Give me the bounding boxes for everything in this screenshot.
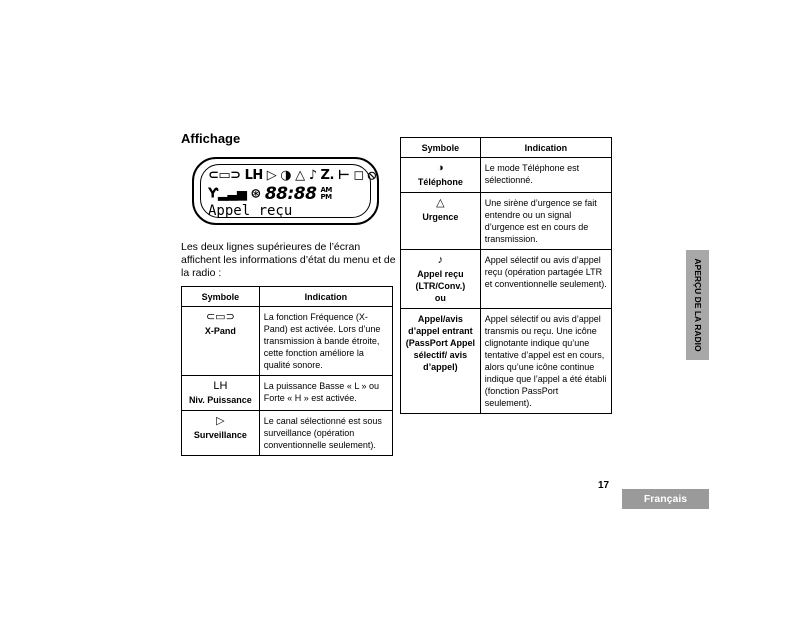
lcd-signal-battery-icons: Ƴ▂▃▅ ⊛ — [208, 186, 261, 202]
table-header-row — [401, 138, 612, 158]
table-row — [401, 250, 612, 309]
table-header-row — [182, 287, 393, 307]
table-row — [401, 158, 612, 193]
table-row — [401, 309, 612, 414]
header-indication: Indication — [480, 138, 611, 158]
chapter-side-tab — [686, 250, 709, 360]
chapter-side-tab-label: APERÇU DE LA RADIO — [692, 258, 703, 352]
power-level-icon: LH — [213, 380, 228, 392]
symbol-table-right — [400, 137, 612, 414]
symbol-cell — [401, 158, 481, 193]
xpand-icon: ⊂▭⊃ — [205, 311, 235, 323]
indication-cell: La fonction Fréquence (X-Pand) est activée. Lors d’une transmission à bande étroite, cette fonction améliore la qualité sonore. — [259, 307, 392, 376]
lcd-pm: PM — [320, 193, 332, 201]
symbol-cell — [401, 193, 481, 250]
lcd-clock: 88:88 — [264, 184, 317, 204]
symbol-table-left — [181, 286, 393, 456]
intro-paragraph: Les deux lignes supérieures de l’écran affichent les informations d’état du menu et de la radio : — [181, 241, 396, 279]
symbol-label: Appel reçu (LTR/Conv.) — [415, 269, 466, 291]
symbol-label-or: ou — [434, 293, 446, 303]
indication-cell: Le mode Téléphone est sélectionné. — [480, 158, 611, 193]
table-row — [401, 193, 612, 250]
header-indication: Indication — [259, 287, 392, 307]
monitor-speaker-icon: ▷ — [216, 415, 225, 427]
symbol-label: Niv. Puissance — [188, 395, 252, 405]
section-heading: Affichage — [181, 131, 241, 146]
lcd-status-icons-row1: ⊂▭⊃ LH ▷ ◑ △ ♪ Z. ⊢ ◻ ⦸ — [208, 168, 376, 183]
table-row — [182, 376, 393, 411]
lcd-text-line: Appel reçu — [208, 203, 293, 219]
symbol-label: Appel/avis d’appel entrant (PassPort Appel sélectif/ avis d’appel) — [405, 314, 475, 372]
indication-cell: Une sirène d’urgence se fait entendre ou un signal d’urgence est en cours de transmission. — [480, 193, 611, 250]
table-row — [182, 411, 393, 456]
page-number: 17 — [598, 480, 610, 491]
indication-cell: Appel sélectif ou avis d’appel transmis ou reçu. Une icône clignotante indique qu’une tentative d’appel est en cours, alors qu’une icône continue indique que l’appel a été établi (fonction PassPort seulement). — [480, 309, 611, 414]
lcd-status-icons-row2 — [208, 184, 332, 204]
symbol-cell — [401, 250, 481, 309]
symbol-label: X-Pand — [204, 326, 236, 336]
lcd-display-illustration — [192, 157, 379, 225]
header-symbole: Symbole — [182, 287, 260, 307]
table-row — [182, 307, 393, 376]
language-tab: Français — [622, 489, 709, 509]
symbol-cell — [182, 307, 260, 376]
indication-cell: Le canal sélectionné est sous surveillance (opération conventionnelle seulement). — [259, 411, 392, 456]
symbol-cell — [182, 411, 260, 456]
symbol-label: Urgence — [422, 212, 459, 222]
symbol-cell — [401, 309, 481, 414]
emergency-triangle-icon: △ — [436, 197, 445, 209]
lcd-ampm — [320, 187, 331, 201]
symbol-label: Surveillance — [193, 430, 247, 440]
symbol-cell — [182, 376, 260, 411]
music-note-icon: ♪ — [437, 254, 444, 266]
symbol-label: Téléphone — [417, 177, 463, 187]
header-symbole: Symbole — [401, 138, 481, 158]
indication-cell: La puissance Basse « L » ou Forte « H » est activée. — [259, 376, 392, 411]
telephone-icon: ◑ — [437, 162, 444, 174]
lcd-am: AM — [320, 186, 332, 194]
indication-cell: Appel sélectif ou avis d’appel reçu (opération partagée LTR et conventionnelle seulement). — [480, 250, 611, 309]
